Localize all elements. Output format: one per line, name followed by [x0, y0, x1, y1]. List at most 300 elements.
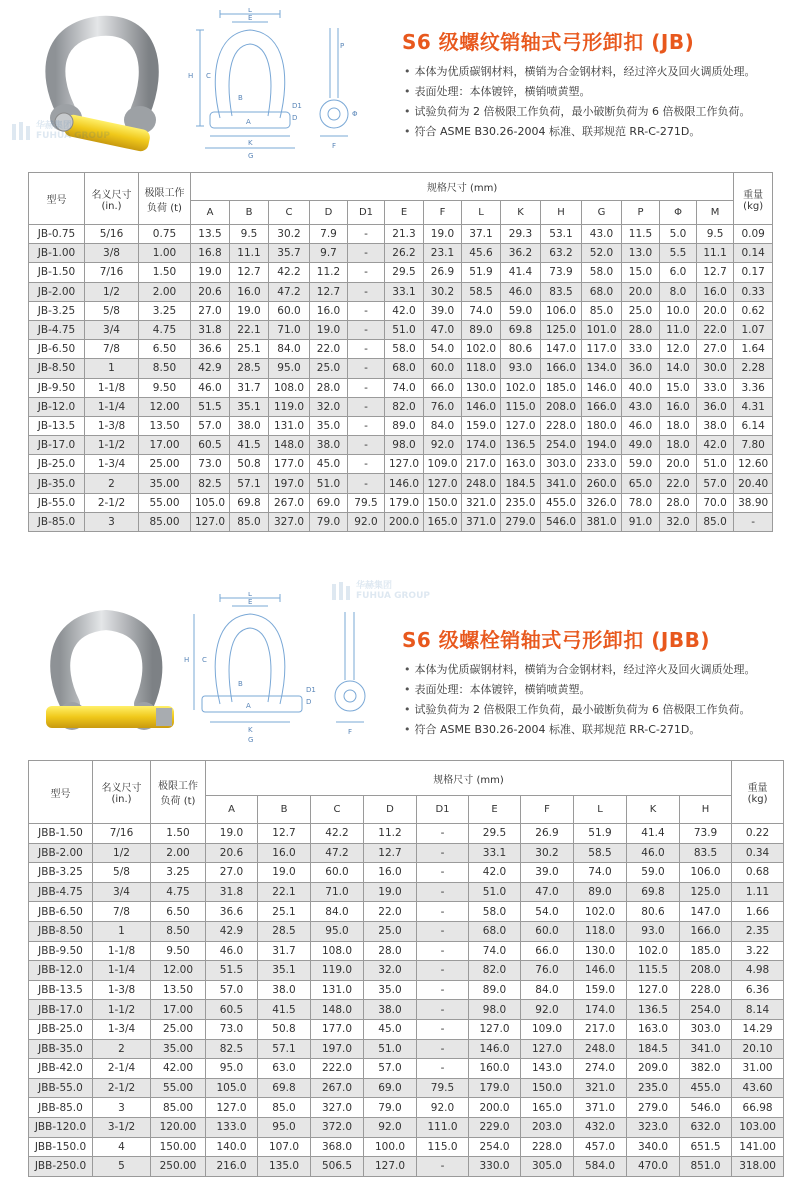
col-header-dim: D: [310, 201, 348, 225]
table-cell: 51.0: [364, 1039, 417, 1059]
table-cell: 26.9: [521, 824, 574, 844]
table-cell: 69.8: [258, 1078, 311, 1098]
table-cell: 166.0: [680, 921, 732, 941]
dim-label: A: [246, 702, 251, 710]
table-cell: 74.0: [574, 863, 627, 883]
table-cell: 92.0: [348, 512, 385, 531]
table-cell: 146.0: [385, 474, 424, 493]
table-cell: 85.00: [151, 1098, 206, 1118]
dim-label: F: [348, 728, 353, 736]
table-cell: 69.0: [364, 1078, 417, 1098]
table-cell: 42.0: [469, 863, 521, 883]
table-cell: -: [348, 282, 385, 301]
table-cell: 632.0: [680, 1117, 732, 1137]
table-cell: 120.00: [151, 1117, 206, 1137]
table-cell: 12.0: [660, 340, 697, 359]
table-row: [29, 824, 784, 844]
table-cell: 20.0: [622, 282, 660, 301]
table-cell: -: [348, 474, 385, 493]
table-row: [29, 301, 773, 320]
table-cell: 15.0: [622, 263, 660, 282]
table-cell: 146.0: [462, 397, 501, 416]
table-cell: 57.1: [230, 474, 269, 493]
table-cell: 19.0: [258, 863, 311, 883]
table-cell: 31.8: [206, 882, 258, 902]
table-cell: 228.0: [541, 416, 582, 435]
table-cell: 35.1: [258, 961, 311, 981]
table-cell: 95.0: [311, 921, 364, 941]
table-cell: 1-3/4: [85, 455, 139, 474]
table-cell: 58.5: [574, 843, 627, 863]
table-cell: 69.8: [627, 882, 680, 902]
table-cell: 15.0: [660, 378, 697, 397]
table-cell: 35.7: [269, 244, 310, 263]
table-cell: 119.0: [269, 397, 310, 416]
table-cell: 2.35: [732, 921, 784, 941]
table-cell: 57.0: [697, 474, 734, 493]
table-cell: 19.0: [364, 882, 417, 902]
model-cell: JBB-85.0: [29, 1098, 93, 1118]
table-cell: 33.1: [469, 843, 521, 863]
table-cell: 89.0: [469, 980, 521, 1000]
table-cell: 197.0: [311, 1039, 364, 1059]
table-cell: 20.40: [734, 474, 773, 493]
col-header-dim: E: [469, 796, 521, 824]
table-cell: 108.0: [311, 941, 364, 961]
table-cell: 42.9: [206, 921, 258, 941]
jbb-shackle-photo: [40, 608, 180, 758]
table-cell: 148.0: [311, 1000, 364, 1020]
table-cell: 59.0: [622, 455, 660, 474]
table-cell: 46.0: [622, 416, 660, 435]
table-cell: 92.0: [521, 1000, 574, 1020]
watermark-en: FUHUA GROUP: [36, 131, 110, 141]
table-cell: 85.00: [139, 512, 191, 531]
table-cell: 66.98: [732, 1098, 784, 1118]
table-cell: 140.0: [206, 1137, 258, 1157]
table-cell: 60.0: [424, 359, 462, 378]
table-row: [29, 961, 784, 981]
table-cell: 235.0: [501, 493, 541, 512]
table-cell: 651.5: [680, 1137, 732, 1157]
model-cell: JB-8.50: [29, 359, 85, 378]
table-cell: -: [348, 397, 385, 416]
feature-item: • 符合 ASME B30.26-2004 标准、联邦规范 RR-C-271D。: [404, 720, 756, 740]
table-cell: 229.0: [469, 1117, 521, 1137]
table-cell: 51.0: [697, 455, 734, 474]
table-cell: 194.0: [582, 436, 622, 455]
table-cell: 42.2: [311, 824, 364, 844]
table-cell: 19.0: [191, 263, 230, 282]
table-cell: 26.9: [424, 263, 462, 282]
table-cell: 163.0: [627, 1019, 680, 1039]
table-cell: 19.0: [230, 301, 269, 320]
table-cell: 584.0: [574, 1157, 627, 1177]
col-header-weight: [732, 761, 784, 824]
table-cell: 5/8: [85, 301, 139, 320]
table-cell: 117.0: [582, 340, 622, 359]
table-cell: 260.0: [582, 474, 622, 493]
table-cell: 63.0: [258, 1059, 311, 1079]
col-header-dim: A: [206, 796, 258, 824]
model-cell: JB-35.0: [29, 474, 85, 493]
table-cell: 2-1/4: [93, 1059, 151, 1079]
table-cell: 80.6: [501, 340, 541, 359]
table-cell: 73.0: [206, 1019, 258, 1039]
table-cell: 74.0: [385, 378, 424, 397]
table-cell: 69.0: [310, 493, 348, 512]
col-header-dim: K: [627, 796, 680, 824]
table-cell: 166.0: [541, 359, 582, 378]
model-cell: JB-9.50: [29, 378, 85, 397]
model-cell: JBB-3.25: [29, 863, 93, 883]
table-cell: 55.00: [151, 1078, 206, 1098]
feature-item: • 本体为优质碳钢材料，横销为合金钢材料，经过淬火及回火调质处理。: [404, 62, 756, 82]
table-row: [29, 980, 784, 1000]
table-cell: 92.0: [417, 1098, 469, 1118]
table-cell: 7/8: [93, 902, 151, 922]
table-cell: 12.00: [139, 397, 191, 416]
table-cell: 160.0: [469, 1059, 521, 1079]
table-cell: 228.0: [521, 1137, 574, 1157]
table-cell: 216.0: [206, 1157, 258, 1177]
table-cell: 109.0: [521, 1019, 574, 1039]
dim-label: A: [246, 118, 251, 126]
table-cell: 209.0: [627, 1059, 680, 1079]
table-cell: 16.0: [310, 301, 348, 320]
table-cell: 92.0: [364, 1117, 417, 1137]
table-row: [29, 1059, 784, 1079]
table-cell: 16.0: [230, 282, 269, 301]
table-cell: 89.0: [385, 416, 424, 435]
model-cell: JB-25.0: [29, 455, 85, 474]
table-cell: 82.0: [469, 961, 521, 981]
model-cell: JBB-17.0: [29, 1000, 93, 1020]
table-cell: 12.7: [697, 263, 734, 282]
table-cell: 83.5: [680, 843, 732, 863]
feature-item: • 本体为优质碳钢材料，横销为合金钢材料，经过淬火及回火调质处理。: [404, 660, 756, 680]
table-row: [29, 359, 773, 378]
col-header-dim: C: [269, 201, 310, 225]
model-cell: JB-6.50: [29, 340, 85, 359]
table-cell: 27.0: [206, 863, 258, 883]
col-header-dim: G: [582, 201, 622, 225]
table-cell: 30.2: [269, 225, 310, 244]
col-header-size: [93, 761, 151, 824]
table-cell: 127.0: [385, 455, 424, 474]
table-cell: 341.0: [541, 474, 582, 493]
table-cell: 3.25: [151, 863, 206, 883]
table-cell: 57.0: [364, 1059, 417, 1079]
table-cell: 3-1/2: [93, 1117, 151, 1137]
table-cell: 115.0: [501, 397, 541, 416]
table-cell: 30.2: [424, 282, 462, 301]
table-cell: 3: [93, 1098, 151, 1118]
table-cell: 84.0: [521, 980, 574, 1000]
table-cell: 80.6: [627, 902, 680, 922]
table-cell: 69.8: [501, 320, 541, 339]
dim-label: B: [238, 680, 243, 688]
table-cell: 84.0: [311, 902, 364, 922]
table-cell: 127.0: [521, 1039, 574, 1059]
table-cell: 91.0: [622, 512, 660, 531]
table-cell: 32.0: [310, 397, 348, 416]
table-cell: 165.0: [424, 512, 462, 531]
table-cell: 222.0: [311, 1059, 364, 1079]
table-cell: 9.7: [310, 244, 348, 263]
col-header-wll-unit: 负荷 (t): [160, 796, 196, 807]
table-cell: 7.80: [734, 436, 773, 455]
table-row: [29, 1039, 784, 1059]
table-cell: -: [417, 941, 469, 961]
table-cell: 254.0: [541, 436, 582, 455]
table-row: [29, 1117, 784, 1137]
table-cell: 60.0: [269, 301, 310, 320]
table-cell: 93.0: [501, 359, 541, 378]
table-cell: 143.0: [521, 1059, 574, 1079]
table-cell: -: [348, 263, 385, 282]
table-cell: 7.9: [310, 225, 348, 244]
section-title: S6 级螺栓销轴式弓形卸扣 (JBB): [402, 628, 710, 652]
table-cell: 19.0: [206, 824, 258, 844]
feature-item: • 试验负荷为 2 倍极限工作负荷，最小破断负荷为 6 倍极限工作负荷。: [404, 102, 756, 122]
table-row: [29, 882, 784, 902]
table-cell: 79.5: [348, 493, 385, 512]
table-cell: 50.8: [230, 455, 269, 474]
table-cell: 12.7: [364, 843, 417, 863]
table-cell: 131.0: [311, 980, 364, 1000]
col-header-dims: 规格尺寸 (mm): [206, 761, 732, 796]
table-cell: -: [417, 980, 469, 1000]
table-cell: 3/4: [85, 320, 139, 339]
table-cell: 58.0: [582, 263, 622, 282]
table-cell: 3.22: [732, 941, 784, 961]
table-cell: 12.7: [230, 263, 269, 282]
dim-label: D: [306, 698, 312, 706]
table-cell: 51.5: [206, 961, 258, 981]
table-cell: 30.0: [697, 359, 734, 378]
table-cell: 2.00: [151, 843, 206, 863]
table-cell: 42.0: [385, 301, 424, 320]
table-cell: -: [348, 340, 385, 359]
table-cell: 0.33: [734, 282, 773, 301]
col-header-dim: Φ: [660, 201, 697, 225]
dim-label: E: [248, 598, 253, 606]
table-cell: 7/16: [93, 824, 151, 844]
table-cell: 248.0: [462, 474, 501, 493]
table-cell: 174.0: [574, 1000, 627, 1020]
col-header-wll-label: 极限工作: [144, 187, 185, 199]
table-cell: 16.0: [258, 843, 311, 863]
table-cell: 13.50: [139, 416, 191, 435]
table-cell: 22.0: [660, 474, 697, 493]
dim-label: H: [188, 72, 194, 80]
table-cell: 118.0: [574, 921, 627, 941]
table-cell: 51.0: [385, 320, 424, 339]
col-header-size-unit: (in.): [111, 794, 132, 805]
table-cell: 5/16: [85, 225, 139, 244]
table-cell: 2-1/2: [85, 493, 139, 512]
table-cell: -: [348, 359, 385, 378]
table-row: [29, 455, 773, 474]
table-cell: 83.5: [541, 282, 582, 301]
col-header-dim: F: [521, 796, 574, 824]
table-cell: 74.0: [469, 941, 521, 961]
table-cell: 457.0: [574, 1137, 627, 1157]
table-cell: 147.0: [541, 340, 582, 359]
table-cell: 9.50: [139, 378, 191, 397]
table-row: [29, 843, 784, 863]
table-cell: 47.0: [521, 882, 574, 902]
table-cell: 217.0: [462, 455, 501, 474]
table-cell: 98.0: [385, 436, 424, 455]
table-cell: 11.2: [310, 263, 348, 282]
table-cell: 59.0: [501, 301, 541, 320]
table-cell: 267.0: [269, 493, 310, 512]
table-cell: 0.34: [732, 843, 784, 863]
table-cell: 303.0: [541, 455, 582, 474]
table-cell: 2: [85, 474, 139, 493]
dim-label: B: [238, 94, 243, 102]
col-header-wll-unit: 负荷 (t): [147, 202, 182, 214]
table-cell: 102.0: [574, 902, 627, 922]
table-cell: 46.0: [627, 843, 680, 863]
table-cell: 371.0: [574, 1098, 627, 1118]
model-cell: JB-17.0: [29, 436, 85, 455]
table-cell: 13.50: [151, 980, 206, 1000]
col-header-weight-unit: (kg): [743, 200, 764, 212]
table-cell: 105.0: [191, 493, 230, 512]
table-row: [29, 902, 784, 922]
table-cell: 39.0: [521, 863, 574, 883]
table-cell: 38.0: [258, 980, 311, 1000]
table-row: [29, 378, 773, 397]
feature-list: [404, 660, 756, 740]
table-cell: 546.0: [541, 512, 582, 531]
table-cell: 18.0: [660, 436, 697, 455]
table-cell: 25.00: [139, 455, 191, 474]
table-cell: 60.0: [521, 921, 574, 941]
table-cell: 39.0: [424, 301, 462, 320]
table-cell: 38.0: [310, 436, 348, 455]
table-cell: 54.0: [521, 902, 574, 922]
table-cell: 58.5: [462, 282, 501, 301]
col-header-size: [85, 173, 139, 225]
table-cell: 78.0: [622, 493, 660, 512]
table-cell: 60.5: [206, 1000, 258, 1020]
dim-label: L: [248, 592, 252, 598]
table-cell: 35.0: [364, 980, 417, 1000]
table-cell: 12.7: [258, 824, 311, 844]
table-cell: 11.1: [230, 244, 269, 263]
table-cell: 84.0: [269, 340, 310, 359]
table-cell: -: [348, 320, 385, 339]
col-header-wll: [151, 761, 206, 824]
table-cell: 13.5: [191, 225, 230, 244]
table-row: [29, 1098, 784, 1118]
table-cell: 119.0: [311, 961, 364, 981]
table-cell: 30.2: [521, 843, 574, 863]
table-cell: 43.0: [582, 225, 622, 244]
table-cell: 8.14: [732, 1000, 784, 1020]
table-cell: -: [417, 824, 469, 844]
dim-label: L: [248, 8, 252, 14]
feature-item: • 符合 ASME B30.26-2004 标准、联邦规范 RR-C-271D。: [404, 122, 756, 142]
table-row: [29, 863, 784, 883]
table-cell: -: [348, 225, 385, 244]
table-cell: 28.0: [660, 493, 697, 512]
table-cell: 6.0: [660, 263, 697, 282]
col-header-dim: D1: [417, 796, 469, 824]
table-cell: 8.0: [660, 282, 697, 301]
table-cell: 133.0: [206, 1117, 258, 1137]
table-cell: 455.0: [541, 493, 582, 512]
table-cell: 57.0: [191, 416, 230, 435]
dim-label: E: [248, 14, 253, 22]
table-cell: 35.1: [230, 397, 269, 416]
col-header-size-label: 名义尺寸: [101, 783, 142, 794]
table-cell: 60.0: [311, 863, 364, 883]
table-cell: -: [348, 416, 385, 435]
table-cell: 79.0: [310, 512, 348, 531]
table-cell: 1-3/8: [85, 416, 139, 435]
table-row: [29, 1137, 784, 1157]
table-cell: 248.0: [574, 1039, 627, 1059]
table-cell: 109.0: [424, 455, 462, 474]
table-cell: 32.0: [660, 512, 697, 531]
model-cell: JBB-2.00: [29, 843, 93, 863]
table-cell: 12.00: [151, 961, 206, 981]
table-cell: 372.0: [311, 1117, 364, 1137]
table-cell: 321.0: [574, 1078, 627, 1098]
table-cell: 73.9: [541, 263, 582, 282]
table-cell: 179.0: [385, 493, 424, 512]
table-cell: 107.0: [258, 1137, 311, 1157]
model-cell: JB-1.00: [29, 244, 85, 263]
model-cell: JB-3.25: [29, 301, 85, 320]
table-cell: 49.0: [622, 436, 660, 455]
table-cell: 546.0: [680, 1098, 732, 1118]
table-cell: 105.0: [206, 1078, 258, 1098]
table-cell: 36.0: [622, 359, 660, 378]
table-cell: 274.0: [574, 1059, 627, 1079]
table-cell: 42.9: [191, 359, 230, 378]
col-header-weight: [734, 173, 773, 225]
table-row: [29, 512, 773, 531]
table-cell: 208.0: [541, 397, 582, 416]
table-cell: 41.4: [627, 824, 680, 844]
dim-label: C: [206, 72, 211, 80]
table-cell: 127.0: [191, 512, 230, 531]
table-cell: 115.0: [417, 1137, 469, 1157]
table-cell: 177.0: [311, 1019, 364, 1039]
table-cell: 43.0: [622, 397, 660, 416]
table-cell: 45.0: [364, 1019, 417, 1039]
table-cell: 127.0: [501, 416, 541, 435]
table-cell: 28.5: [230, 359, 269, 378]
table-cell: 85.0: [230, 512, 269, 531]
table-cell: 42.00: [151, 1059, 206, 1079]
table-cell: 70.0: [697, 493, 734, 512]
table-cell: 89.0: [574, 882, 627, 902]
table-cell: 68.0: [385, 359, 424, 378]
table-cell: 22.0: [364, 902, 417, 922]
table-cell: -: [734, 512, 773, 531]
col-header-dim: M: [697, 201, 734, 225]
table-cell: 11.2: [364, 824, 417, 844]
table-cell: 11.5: [622, 225, 660, 244]
table-cell: 321.0: [462, 493, 501, 512]
